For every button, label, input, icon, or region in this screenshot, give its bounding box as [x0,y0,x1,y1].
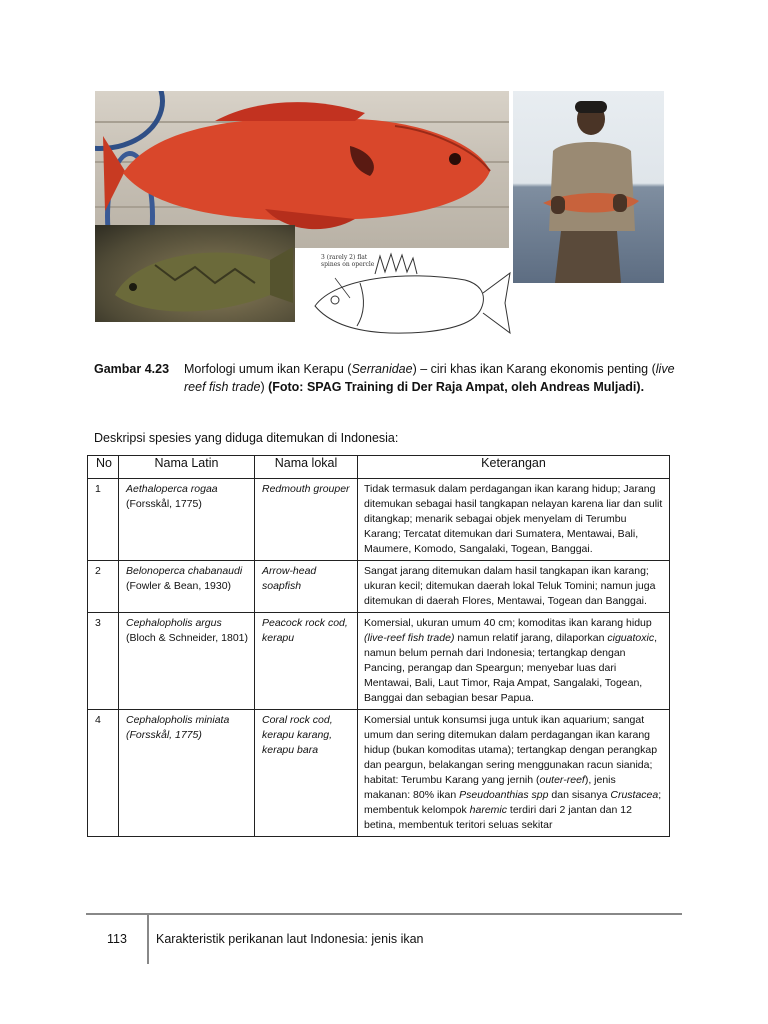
desc-italic: (live-reef fish trade) [364,632,455,644]
species-table [87,455,670,837]
cell-no: 4 [88,710,119,837]
photo-brown-grouper [95,225,295,322]
latin-author: (Fowler & Bean, 1930) [126,580,232,592]
footer-title: Karakteristik perikanan laut Indonesia: jenis ikan [156,932,424,946]
cell-latin [119,710,255,837]
cell-desc: Tidak termasuk dalam perdagangan ikan karang hidup; Jarang ditemukan sebagai hasil tangkapan nelayan karena liar dan sulit ditangkap; menarik sebagai objek menyelam di Terumbu Karang; Tercatat ditemukan dari Sumatera, Mentawai, Bali, Maumere, Komodo, Sangalaki, Togean, Banggai. [358,479,670,561]
page-number: 113 [107,932,127,946]
table-row [88,561,670,613]
caption-text [184,360,684,396]
latin-name: Cephalopholis argus [126,617,222,629]
cell-local: Coral rock cod, kerapu karang, kerapu bara [255,710,358,837]
table-header-row [88,456,670,479]
photo-fisherman [513,91,664,283]
cell-latin [119,561,255,613]
footer-divider [147,913,149,964]
header-no: No [88,456,119,479]
caption-label: Gambar 4.23 [94,362,170,376]
latin-author: (Bloch & Schneider, 1801) [126,632,248,644]
desc-part: terdiri dari 2 jantan dan 12 betina, membentuk teritori seluas sekitar [364,804,632,831]
desc-part: Komersial, ukuran umum 40 cm; komoditas ikan karang hidup [364,617,652,629]
desc-part: dan sisanya [548,789,611,801]
cell-no: 2 [88,561,119,613]
table-row [88,710,670,837]
latin-author: (Forsskål, 1775) [126,498,202,510]
latin-name: Cephalopholis miniata [126,714,230,726]
latin-author: (Forsskål, 1775) [126,729,202,741]
caption-part: ) [260,380,269,394]
footer-rule [86,913,682,915]
cell-no: 3 [88,613,119,710]
cell-local: Peacock rock cod, kerapu [255,613,358,710]
cell-latin [119,479,255,561]
table-row [88,613,670,710]
desc-italic: outer-reef [539,774,585,786]
caption-credit: (Foto: SPAG Training di Der Raja Ampat, oleh Andreas Muljadi). [268,380,645,394]
diagram-annotation: 3 (rarely 2) flat spines on opercle [321,254,375,268]
table-row [88,479,670,561]
fisherman-figure [513,91,664,283]
desc-part: ; membentuk kelompok [364,789,662,816]
desc-italic: haremic [469,804,507,816]
cell-no: 1 [88,479,119,561]
caption-part: ) – ciri khas ikan Karang ekonomis penting ( [412,362,656,376]
desc-italic: Crustacea [610,789,659,801]
caption-part: Morfologi umum ikan Kerapu ( [184,362,352,376]
brown-grouper-fish [95,225,295,322]
latin-name: Belonoperca chabanaudi [126,565,243,577]
fish-diagram [305,248,513,344]
desc-italic: Pseudoanthias spp [459,789,549,801]
cell-desc [358,613,670,710]
caption-trade: live reef fish trade [184,362,675,394]
desc-part: namun relatif jarang, dilaporkan [454,632,608,644]
header-desc: Keterangan [358,456,670,479]
latin-name: Aethaloperca rogaa [126,483,218,495]
cell-desc [358,710,670,837]
desc-part: , namun belum pernah dari Indonesia; tertangkap dengan Pancing, perangap dan Speargun; menyebar luas dari Mentawai, Bali, Laut Timor, Raja Ampat, Sangalaki, Togean, Banggai dan sebagian besar Papua. [364,632,657,704]
cell-desc: Sangat jarang ditemukan dalam hasil tangkapan ikan karang; ukuran kecil; ditemukan daerah lokal Teluk Tomini; namun juga ditemukan di daerah Flores, Mentawai, Togean dan Banggai. [358,561,670,613]
desc-part: Komersial untuk konsumsi juga untuk ikan aquarium; sangat umum dan sering ditemukan dalam perdagangan ikan karang hidup (bukan komoditas utama); tertangkap dengan perangkap dan peargun, belakangan sering menggunakan racun sianida; habitat: Terumbu Karang yang jernih ( [364,714,658,786]
header-local: Nama lokal [255,456,358,479]
header-latin: Nama Latin [119,456,255,479]
desc-italic: ciguatoxic [607,632,655,644]
cell-latin [119,613,255,710]
table-title: Deskripsi spesies yang diduga ditemukan di Indonesia: [94,431,399,445]
cell-local: Arrow-head soapfish [255,561,358,613]
cell-local: Redmouth grouper [255,479,358,561]
desc-part: ), jenis makanan: 80% ikan [364,774,616,801]
caption-family: Serranidae [351,362,413,376]
